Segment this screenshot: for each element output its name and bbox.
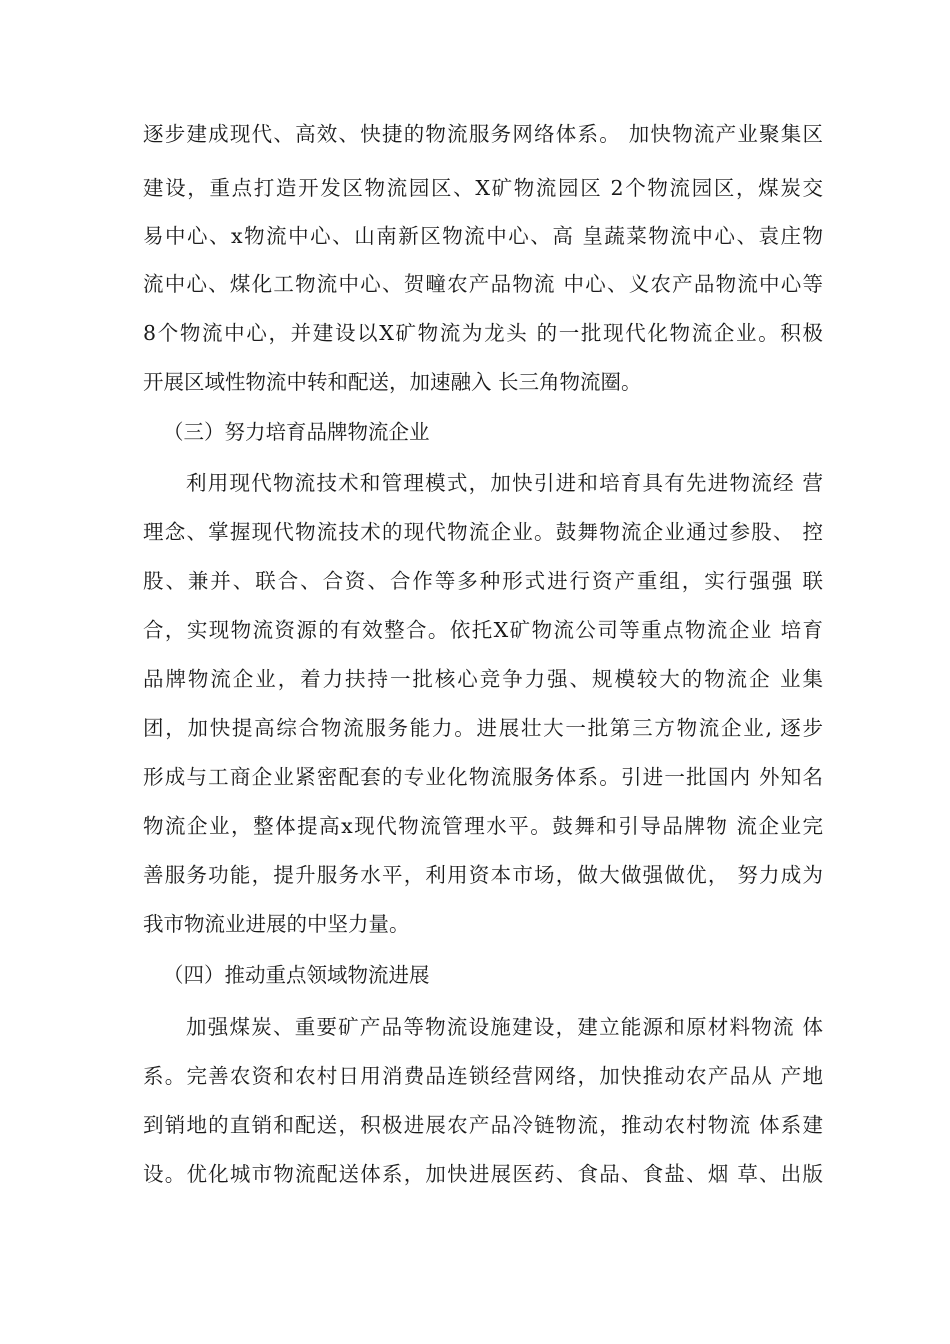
paragraph-2-line-10: 我市物流业进展的中坚力量。: [143, 912, 410, 936]
paragraph-1-line-5: 8个物流中心，并建设以X矿物流为龙头 的一批现代化物流企业。积极: [143, 321, 823, 345]
paragraph-2-line-8: 物流企业，整体提高x现代物流管理水平。鼓舞和引导品牌物 流企业完: [143, 814, 823, 838]
paragraph-2-line-7: 形成与工商企业紧密配套的专业化物流服务体系。引进一批国内 外知名: [143, 765, 823, 789]
paragraph-3-line-1: 加强煤炭、重要矿产品等物流设施建设，建立能源和原材料物流 体: [186, 1015, 823, 1039]
paragraph-2-line-1: 利用现代物流技术和管理模式，加快引进和培育具有先进物流经 营: [186, 471, 823, 495]
paragraph-2-line-9: 善服务功能，提升服务水平，利用资本市场，做大做强做优， 努力成为: [143, 863, 823, 887]
paragraph-3-line-3: 到销地的直销和配送，积极进展农产品冷链物流，推动农村物流 体系建: [143, 1113, 823, 1137]
paragraph-3-line-2: 系。完善农资和农村日用消费品连锁经营网络，加快推动农产品从 产地: [143, 1064, 823, 1088]
paragraph-2-line-6: 团，加快提高综合物流服务能力。进展壮大一批第三方物流企业, 逐步: [143, 716, 823, 740]
paragraph-1-line-1: 逐步建成现代、高效、快捷的物流服务网络体系。 加快物流产业聚集区: [143, 122, 823, 146]
paragraph-1-line-2: 建设，重点打造开发区物流园区、X矿物流园区 2个物流园区，煤炭交: [143, 176, 823, 200]
paragraph-2-line-3: 股、兼并、联合、合资、合作等多种形式进行资产重组，实行强强 联: [143, 569, 823, 593]
section-heading-4: （四）推动重点领域物流进展: [163, 963, 430, 987]
paragraph-2-line-5: 品牌物流企业，着力扶持一批核心竞争力强、规模较大的物流企 业集: [143, 667, 823, 691]
paragraph-2-line-4: 合，实现物流资源的有效整合。依托X矿物流公司等重点物流企业 培育: [143, 618, 823, 642]
paragraph-3-line-4: 设。优化城市物流配送体系，加快进展医药、食品、食盐、烟 草、出版: [143, 1162, 823, 1186]
paragraph-1-line-6: 开展区域性物流中转和配送，加速融入 长三角物流圈。: [143, 370, 642, 394]
paragraph-1-line-3: 易中心、x物流中心、山南新区物流中心、高 皇蔬菜物流中心、袁庄物: [143, 224, 823, 248]
section-heading-3: （三）努力培育品牌物流企业: [163, 420, 430, 444]
paragraph-2-line-2: 理念、掌握现代物流技术的现代物流企业。鼓舞物流企业通过参股、 控: [143, 520, 823, 544]
paragraph-1-line-4: 流中心、煤化工物流中心、贺疃农产品物流 中心、义农产品物流中心等: [143, 272, 823, 296]
